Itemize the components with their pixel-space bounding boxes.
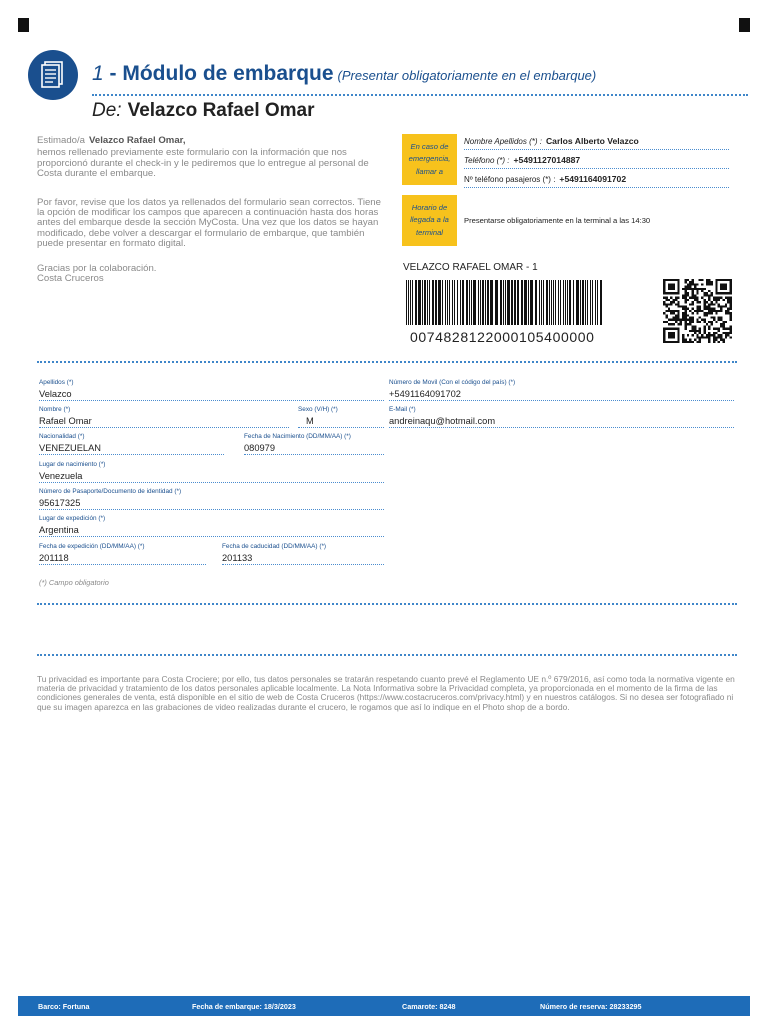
- field-label: Nombre (*): [39, 406, 71, 413]
- field-label: Número de Movil (Con el código del país) (*): [389, 379, 516, 386]
- field-value: Rafael Omar: [39, 416, 92, 426]
- passenger-phone-label: Nº teléfono pasajeros (*) :: [464, 175, 556, 184]
- passenger-name: Velazco Rafael Omar: [127, 100, 315, 121]
- letter-thanks: Gracias por la colaboración.: [37, 262, 157, 274]
- arrival-label-box: Horario de llegada a la terminal: [402, 195, 457, 246]
- field-fecha-nacimiento[interactable]: [244, 433, 384, 455]
- field-value: Argentina: [39, 525, 79, 535]
- registration-mark-right: [739, 18, 750, 32]
- field-value: Velazco: [39, 389, 72, 399]
- emergency-phone-label: Teléfono (*) :: [464, 156, 510, 165]
- emergency-label-box: En caso de emergencia, llamar a: [402, 134, 457, 185]
- field-label: Sexo (V/H) (*): [298, 406, 338, 413]
- required-field-note: (*) Campo obligatorio: [39, 578, 109, 587]
- greeting-name: Velazco Rafael Omar,: [89, 135, 186, 146]
- footer-boarding-date: Fecha de embarque: 18/3/2023: [192, 1002, 296, 1011]
- module-title: - Módulo de embarque: [109, 62, 334, 85]
- field-pasaporte[interactable]: [39, 488, 384, 510]
- field-apellidos[interactable]: [39, 379, 384, 401]
- field-label: Apellidos (*): [39, 379, 74, 386]
- intro-letter: [37, 136, 389, 296]
- field-label: Fecha de Nacimiento (DD/MM/AA) (*): [244, 433, 351, 440]
- field-value: andreinaqu@hotmail.com: [389, 416, 496, 426]
- passenger-heading: [92, 100, 315, 122]
- barcode-number: 0074828122000105400000: [410, 329, 595, 345]
- field-label: Nacionalidad (*): [39, 433, 85, 440]
- letter-signature: Costa Cruceros: [37, 273, 104, 285]
- privacy-notice: Tu privacidad es importante para Costa Crociere; por ello, tus datos personales se tratarán respetando cuanto prevé el Reglamento UE n.º 679/2016, así como toda la normativa vigente en materia de privacidad y tratamiento de los datos personales aplicable localmente. La Nota Informativa sobre la Privacidad completa, ya proporcionada en el momento de la firma de las condiciones generales de venta, está disponible en el sitio de web de Costa Cruceros (https://www.costacruceros.com/privacy.html) y en nuestros catálogos. Si no desea ser fotografiado ni que su imagen aparezca en las grabaciones de video realizadas durante el crucero, le rogamos que así lo indique en el Photo shop de a bordo.: [37, 674, 735, 712]
- from-label: De:: [92, 100, 122, 121]
- greeting-text: Estimado/a: [37, 135, 85, 146]
- field-value: 201118: [39, 553, 69, 563]
- page-title: [92, 62, 752, 86]
- field-label: Fecha de expedición (DD/MM/AA) (*): [39, 543, 145, 550]
- field-fecha-expedicion[interactable]: [39, 543, 206, 565]
- section-divider: [37, 603, 737, 605]
- footer-bar: [18, 996, 750, 1016]
- field-value: Venezuela: [39, 471, 83, 481]
- letter-greeting: [37, 136, 389, 146]
- field-value: 080979: [244, 443, 276, 453]
- field-lugar-expedicion[interactable]: [39, 515, 384, 537]
- field-value: 201133: [222, 553, 253, 563]
- footer-ship: Barco: Fortuna: [38, 1002, 90, 1011]
- section-divider: [37, 654, 737, 656]
- footer-cabin: Camarote: 8248: [402, 1002, 456, 1011]
- field-label: Lugar de expedición (*): [39, 515, 106, 522]
- barcode-passenger-name: VELAZCO RAFAEL OMAR - 1: [403, 262, 538, 273]
- footer-booking-number: Número de reserva: 28233295: [540, 1002, 642, 1011]
- field-nacionalidad[interactable]: [39, 433, 224, 455]
- emergency-contact-name: [464, 136, 729, 150]
- field-label: E-Mail (*): [389, 406, 416, 413]
- module-number: 1: [92, 62, 104, 85]
- field-value: 95617325: [39, 498, 81, 508]
- field-movil[interactable]: [389, 379, 734, 401]
- emergency-contact-phone: [464, 155, 729, 169]
- field-nombre[interactable]: [39, 406, 289, 428]
- field-label: Lugar de nacimiento (*): [39, 461, 106, 468]
- letter-paragraph-1: hemos rellenado previamente este formulario con la información que nos proporcionó durante el check-in y le pediremos que lo entregue al personal de Costa durante el embarque.: [37, 147, 369, 180]
- field-value: +5491164091702: [389, 389, 461, 399]
- passenger-phone-value: +5491164091702: [559, 174, 627, 184]
- title-note: (Presentar obligatoriamente en el embarque): [337, 68, 597, 83]
- emergency-phone-value: +5491127014887: [513, 155, 581, 165]
- field-email[interactable]: [389, 406, 734, 428]
- field-value: M: [306, 416, 314, 426]
- field-label: Fecha de caducidad (DD/MM/AA) (*): [222, 543, 327, 550]
- qr-code: [663, 279, 732, 343]
- form-icon-badge: [28, 50, 78, 100]
- document-icon: [41, 61, 65, 89]
- title-divider: [92, 94, 748, 96]
- field-label: Número de Pasaporte/Documento de identidad (*): [39, 488, 182, 495]
- field-fecha-caducidad[interactable]: [222, 543, 384, 565]
- field-sexo[interactable]: [298, 406, 384, 428]
- emergency-name-value: Carlos Alberto Velazco: [545, 136, 639, 146]
- field-value: VENEZUELAN: [39, 443, 101, 453]
- field-lugar-nacimiento[interactable]: [39, 461, 384, 483]
- emergency-name-label: Nombre Apellidos (*) :: [464, 137, 542, 146]
- letter-paragraph-2: Por favor, revise que los datos ya rellenados del formulario sean correctos. Tiene la opción de modificar los campos que aparecen a continuación hasta dos horas antes del embarque desde la sección MyCosta. Una vez que los datos se hayan modificado, debe volver a descargar el formulario de embarque, que también puede presentar en formato digital.: [37, 196, 381, 250]
- section-divider: [37, 361, 737, 363]
- registration-mark-left: [18, 18, 29, 32]
- arrival-instructions: Presentarse obligatoriamente en la terminal a las 14:30: [464, 216, 651, 225]
- boarding-barcode: [406, 280, 603, 325]
- passenger-phone: [464, 174, 729, 188]
